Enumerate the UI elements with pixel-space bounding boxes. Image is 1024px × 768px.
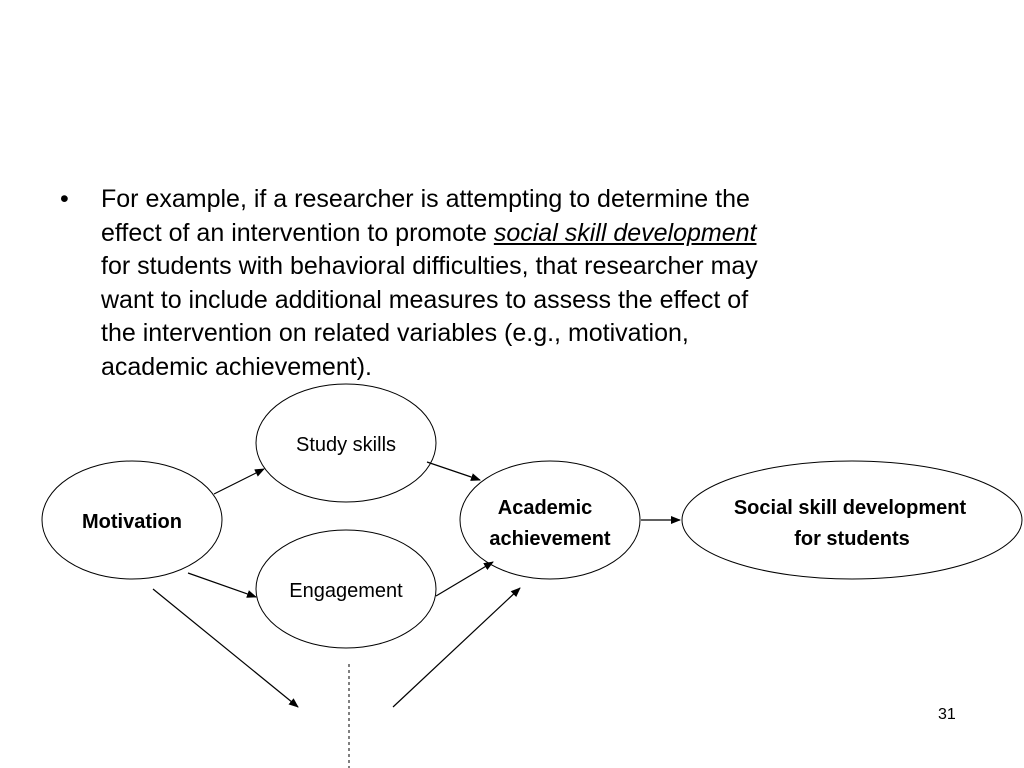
social-skill-node xyxy=(682,461,1022,579)
study-skills-label: Study skills xyxy=(295,434,397,456)
engagement-label: Engagement xyxy=(289,580,403,602)
bullet-line-1: For example, if a researcher is attempting to determine the xyxy=(101,185,750,213)
academic-achievement-label-line1: Academic xyxy=(497,497,593,519)
arrow-motivation-to-engagement xyxy=(188,573,256,597)
bullet-marker: • xyxy=(60,185,69,213)
page-number: 31 xyxy=(938,706,956,723)
emphasized-term: social skill development xyxy=(493,218,757,247)
social-skill-label-line1: Social skill development xyxy=(733,497,967,519)
bullet-line-4: want to include additional measures to assess the effect of xyxy=(101,285,749,314)
bullet-line-2: effect of an intervention to promote xyxy=(101,218,494,247)
academic-achievement-label-line2: achievement xyxy=(489,528,611,550)
social-skill-label-line2: for students xyxy=(794,528,910,550)
arrow-study-skills-to-academic xyxy=(427,462,480,480)
arrow-motivation-to-study-skills xyxy=(214,469,264,494)
motivation-label: Motivation xyxy=(82,511,182,533)
bullet-line-6: academic achievement). xyxy=(101,352,372,381)
bullet-line-5: the intervention on related variables (e.g., motivation, xyxy=(101,319,689,347)
arrow-engagement-to-academic xyxy=(436,562,493,596)
bullet-line-3: for students with behavioral difficulties, that researcher may xyxy=(101,252,758,280)
academic-achievement-node xyxy=(460,461,640,579)
